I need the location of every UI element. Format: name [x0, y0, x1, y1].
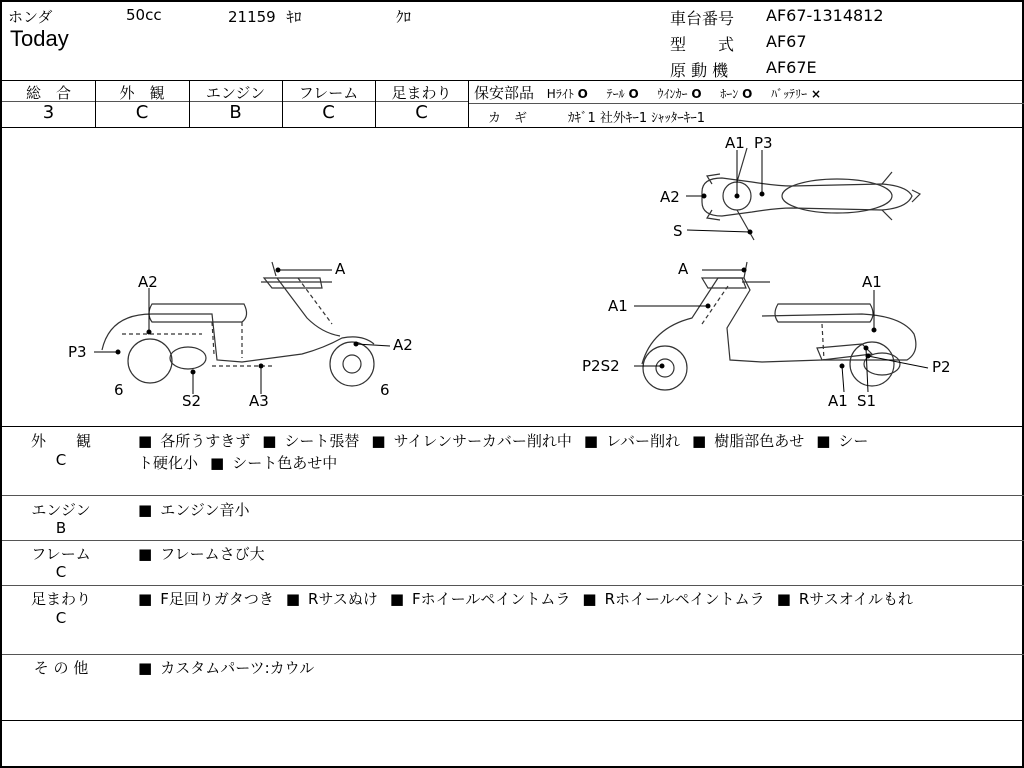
diagram-label: P3	[68, 343, 87, 361]
remark-item: ■ Rサスぬけ	[286, 590, 378, 608]
remark-item: ■ Rホイールペイントムラ	[582, 590, 764, 608]
safety-item-winker: ｳｲﾝｶｰ O	[657, 87, 702, 101]
grade-engine-value: B	[229, 102, 242, 123]
remark-engine-grade: B	[55, 519, 67, 537]
divider	[2, 720, 1024, 721]
safety-item-tail: ﾃｰﾙ O	[606, 87, 639, 101]
remark-item: ■ 各所うすきず	[138, 432, 250, 450]
divider	[2, 540, 1024, 541]
diagram-label: P2S2	[582, 357, 620, 375]
key-value: ｶｷﾞ1 社外ｷｰ1 ｼｬｯﾀｰｷｰ1	[568, 111, 706, 126]
grade-suspension-label: 足まわり	[391, 84, 452, 102]
grade-frame-label: フレーム	[298, 84, 359, 102]
safety-item-battery: ﾊﾞｯﾃﾘｰ ×	[771, 87, 822, 101]
diagram-label: A1	[862, 273, 882, 291]
diagram-label: S	[673, 222, 683, 240]
diagram-label: A2	[138, 273, 158, 291]
divider	[468, 80, 469, 127]
diagram-label: A1	[725, 134, 745, 152]
diagram-label: P2	[932, 358, 951, 376]
diagram-label: S1	[857, 392, 877, 410]
mileage-unit: ｷﾛ	[286, 8, 302, 26]
remark-frame-category: フレーム	[31, 545, 91, 563]
diagram-label: P3	[754, 134, 773, 152]
mileage	[228, 6, 302, 27]
type-value: AF67	[766, 32, 807, 51]
remark-engine-category: エンジン	[31, 501, 91, 519]
remark-item: ■ シート張替	[262, 432, 359, 450]
remark-suspension-grade: C	[55, 609, 67, 627]
remark-item: ■ シー	[816, 432, 868, 450]
displacement: 50cc	[126, 6, 162, 24]
divider	[2, 654, 1024, 655]
engine-label: 原 動 機	[670, 61, 729, 80]
remark-item: ■ レバー削れ	[584, 432, 680, 450]
remark-other-items	[138, 657, 314, 678]
remark-item: ■ カスタムパーツ:カウル	[138, 659, 314, 677]
diagram-label: A1	[608, 297, 628, 315]
diagram-label: A1	[828, 392, 848, 410]
safety-label: 保安部品	[474, 84, 535, 102]
safety-parts	[474, 82, 821, 103]
remark-exterior-grade: C	[55, 451, 67, 469]
diagram-label: A3	[249, 392, 269, 410]
remark-item: ■ サイレンサーカバー削れ中	[371, 432, 571, 450]
remark-item: ■ Fホイールペイントムラ	[390, 590, 571, 608]
remark-frame-items	[138, 543, 265, 564]
remark-frame-grade: C	[55, 563, 67, 581]
grade-total-label: 総 合	[25, 84, 71, 102]
key-label: カ ギ	[488, 111, 528, 126]
remark-suspension-items	[138, 588, 913, 609]
grade-frame-value: C	[322, 102, 335, 123]
engine-value: AF67E	[766, 58, 817, 77]
remark-item: ■ Rサスオイルもれ	[777, 590, 913, 608]
remark-exterior-line1	[138, 430, 868, 451]
remark-item: ■ エンジン音小	[138, 501, 249, 519]
divider	[2, 585, 1024, 586]
remark-item: ■ F足回りガタつき	[138, 590, 274, 608]
diagram-label: A	[335, 260, 346, 278]
safety-item-horn: ﾎｰﾝ O	[720, 87, 753, 101]
safety-item-headlight: Hﾗｲﾄ O	[546, 87, 588, 101]
diagram-label: 6	[114, 381, 124, 399]
divider	[2, 495, 1024, 496]
mileage-value: 21159	[228, 8, 276, 26]
divider	[2, 426, 1024, 427]
divider	[2, 80, 1024, 81]
remark-item: ■ シート色あせ中	[210, 454, 337, 472]
divider	[468, 103, 1024, 104]
model-name: Today	[10, 26, 69, 51]
remark-suspension-category: 足まわり	[30, 590, 91, 608]
damage-diagram	[2, 128, 1024, 428]
remark-item: ト硬化小	[138, 454, 199, 472]
maker-name: ホンダ	[8, 8, 53, 26]
grade-exterior-value: C	[135, 102, 149, 123]
grade-suspension-value: C	[415, 102, 428, 123]
diagram-label: A	[678, 260, 689, 278]
diagram-label: S2	[182, 392, 202, 410]
remark-exterior-line2	[138, 452, 337, 473]
diagram-label: 6	[380, 381, 390, 399]
remark-item: ■ 樹脂部色あせ	[692, 432, 804, 450]
type-label: 型 式	[670, 35, 735, 54]
diagram-label: A2	[393, 336, 413, 354]
chassis-label: 車台番号	[670, 9, 735, 28]
remark-engine-items	[138, 499, 249, 520]
diagram-label: A2	[660, 188, 680, 206]
grade-total-value: 3	[42, 102, 55, 123]
remark-item: ■ フレームさび大	[138, 545, 265, 563]
scooter-top-view	[702, 148, 920, 240]
remark-other-category: そ の 他	[33, 659, 89, 677]
grade-engine-label: エンジン	[205, 84, 266, 102]
chassis-value: AF67-1314812	[766, 6, 884, 25]
color: ｸﾛ	[396, 8, 412, 26]
grade-exterior-label: 外 観	[119, 84, 165, 102]
remark-exterior-category: 外 観	[30, 432, 91, 450]
